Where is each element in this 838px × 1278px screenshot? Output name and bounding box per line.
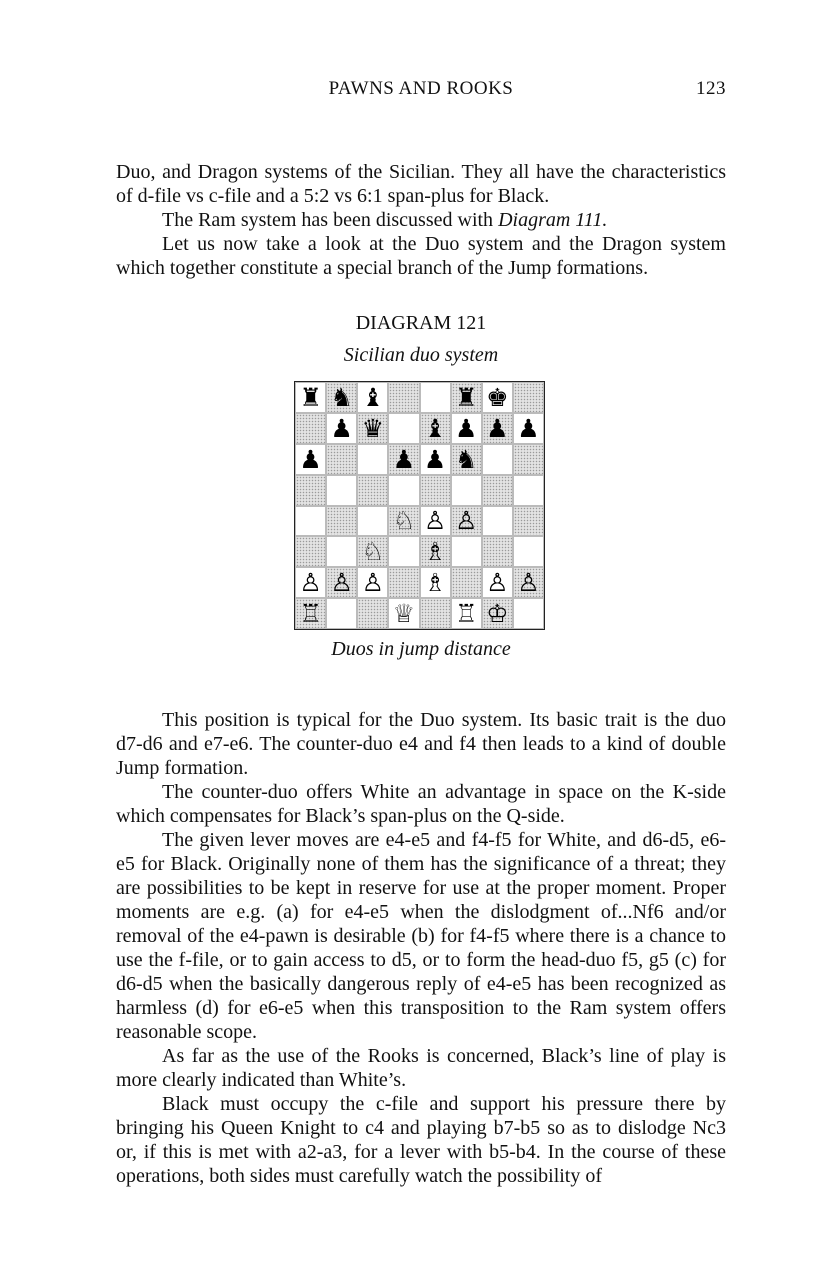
square-g2 [482,567,513,598]
square-c6 [357,444,388,475]
square-d7 [388,413,419,444]
chess-piece-icon: ♜ [454,382,478,412]
square-f6 [451,444,482,475]
running-title: PAWNS AND ROOKS [328,78,514,99]
intro-paragraph-2-text: The Ram system has been discussed with [162,209,499,231]
body-paragraph-5: Black must occupy the c-file and support his pressure there by bringing his Queen Knight to c4 and playing b7-b5 so as to dislodge Nc3 or, if this is met with a2-a3, for a lever with b5-b4. In the course of these operations, both sides must carefully watch the possibility of [116,1093,726,1187]
chess-piece-icon: ♚ [486,382,509,412]
chess-piece-icon: ♘ [392,506,416,536]
chess-piece-icon: ♟ [517,413,540,443]
square-b6 [326,444,357,475]
diagram-caption: Duos in jump distance [331,638,511,660]
square-f4 [451,506,482,537]
square-h8 [513,382,544,413]
square-f3 [451,536,482,567]
square-b4 [326,506,357,537]
square-h7 [513,413,544,444]
chess-piece-icon: ♟ [299,444,322,474]
square-h4 [513,506,544,537]
square-f5 [451,475,482,506]
chess-piece-icon: ♙ [454,506,478,536]
square-d8 [388,382,419,413]
chess-piece-icon: ♞ [454,444,478,474]
chess-piece-icon: ♙ [486,568,509,598]
square-g6 [482,444,513,475]
square-g8 [482,382,513,413]
chess-piece-icon: ♗ [423,537,447,567]
chess-piece-icon: ♙ [423,506,447,536]
diagram-title: DIAGRAM 121 [355,312,487,334]
diagram-reference: Diagram 111. [498,209,608,231]
body-paragraph-3: The given lever moves are e4-e5 and f4-f5 for White, and d6-d5, e6-e5 for Black. Originally none of them has the significance of a threat; they are possibilities to be kept in reserve for use at the proper moment. Proper moments are e.g. (a) for e4-e5 when the dislodgment of...Nf6 and/or removal of the e4-pawn is desirable (b) for f4-f5 where there is a chance to use the f-file, or to gain access to d5, or to form the head-duo f5, g5 (c) for d6-d5 when the basically dangerous reply of e4-e5 has been recognized as harmless (d) for e6-e5 when this transposition to the Ram system offers reasonable scope. [116,829,726,1043]
chess-piece-icon: ♟ [486,413,509,443]
chess-piece-icon: ♔ [486,599,509,629]
body-paragraph-2: The counter-duo offers White an advantage in space on the K-side which compensates for Black’s span-plus on the Q-side. [116,781,726,827]
square-g7 [482,413,513,444]
chess-piece-icon: ♘ [361,537,385,567]
square-c8 [357,382,388,413]
square-f1 [451,598,482,629]
square-e7 [420,413,451,444]
intro-paragraph-3: Let us now take a look at the Duo system and the Dragon system which together constitute a special branch of the Jump formations. [116,233,726,279]
square-g5 [482,475,513,506]
chess-piece-icon: ♜ [299,382,322,412]
square-b3 [326,536,357,567]
square-a7 [295,413,326,444]
chess-piece-icon: ♝ [423,413,447,443]
square-f7 [451,413,482,444]
square-e4 [420,506,451,537]
chess-piece-icon: ♖ [454,599,478,629]
page-header [116,78,726,108]
square-d3 [388,536,419,567]
square-a4 [295,506,326,537]
square-e1 [420,598,451,629]
square-e2 [420,567,451,598]
chess-piece-icon: ♙ [299,568,322,598]
square-d6 [388,444,419,475]
square-d2 [388,567,419,598]
square-e8 [420,382,451,413]
square-c3 [357,536,388,567]
square-g3 [482,536,513,567]
square-e3 [420,536,451,567]
square-a6 [295,444,326,475]
square-f8 [451,382,482,413]
chess-piece-icon: ♕ [392,599,416,629]
square-h2 [513,567,544,598]
square-d1 [388,598,419,629]
square-c1 [357,598,388,629]
square-b1 [326,598,357,629]
square-b2 [326,567,357,598]
chess-board [294,381,545,630]
square-b8 [326,382,357,413]
square-a8 [295,382,326,413]
chess-piece-icon: ♙ [361,568,385,598]
chess-piece-icon: ♟ [423,444,447,474]
square-d4 [388,506,419,537]
diagram-subtitle: Sicilian duo system [343,344,499,366]
chess-piece-icon: ♞ [330,382,353,412]
square-h5 [513,475,544,506]
square-c2 [357,567,388,598]
chess-piece-icon: ♟ [454,413,478,443]
square-a3 [295,536,326,567]
square-c4 [357,506,388,537]
square-e5 [420,475,451,506]
intro-paragraph-2 [116,208,726,232]
square-a2 [295,567,326,598]
square-g1 [482,598,513,629]
chess-piece-icon: ♝ [361,382,385,412]
square-c7 [357,413,388,444]
chess-piece-icon: ♛ [361,413,385,443]
square-e6 [420,444,451,475]
square-b5 [326,475,357,506]
intro-paragraph-1: Duo, and Dragon systems of the Sicilian. They all have the characteristics of d-file vs c-file and a 5:2 vs 6:1 span-plus for Black. [116,161,726,207]
chess-piece-icon: ♙ [517,568,540,598]
chess-piece-icon: ♟ [392,444,416,474]
chess-piece-icon: ♙ [330,568,353,598]
body-paragraph-4: As far as the use of the Rooks is concerned, Black’s line of play is more clearly indicated than White’s. [116,1045,726,1091]
square-h1 [513,598,544,629]
square-a5 [295,475,326,506]
square-c5 [357,475,388,506]
square-a1 [295,598,326,629]
square-f2 [451,567,482,598]
chess-piece-icon: ♟ [330,413,353,443]
body-paragraph-1: This position is typical for the Duo system. Its basic trait is the duo d7-d6 and e7-e6. The counter-duo e4 and f4 then leads to a kind of double Jump formation. [116,709,726,779]
square-h6 [513,444,544,475]
chess-piece-icon: ♖ [299,599,322,629]
chess-piece-icon: ♗ [423,568,447,598]
square-g4 [482,506,513,537]
square-d5 [388,475,419,506]
page-number: 123 [696,78,726,99]
square-b7 [326,413,357,444]
square-h3 [513,536,544,567]
